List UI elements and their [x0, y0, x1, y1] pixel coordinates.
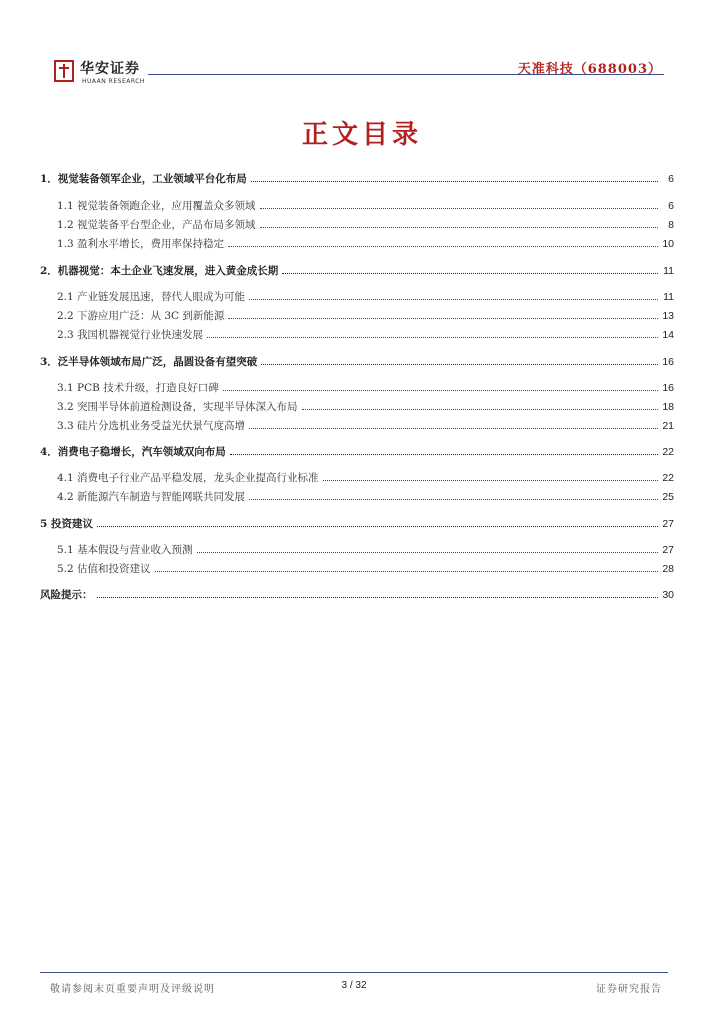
toc-page-number: 11: [663, 291, 674, 303]
toc-section-entry[interactable]: [57, 235, 674, 251]
toc-dot-leader: [260, 226, 658, 228]
toc-dot-leader: [155, 570, 658, 572]
toc-chapter-entry[interactable]: [40, 353, 674, 369]
toc-entry-label: 3.3 硅片分选机业务受益光伏景气度高增: [57, 420, 246, 432]
toc-entry-label: 2.2 下游应用广泛：从 3C 到新能源: [57, 310, 225, 322]
toc-section-entry[interactable]: [57, 326, 674, 342]
toc-heading: 正文目录: [301, 120, 422, 150]
toc-dot-leader: [249, 298, 658, 300]
toc-page-number: 13: [662, 310, 674, 322]
footer-label: 证券研究报告: [596, 984, 662, 995]
toc-dot-leader: [261, 363, 658, 365]
toc-chapter-entry[interactable]: [40, 443, 674, 459]
toc-entry-label: 1.2 视觉装备平台型企业，产品布局多领域: [57, 219, 256, 231]
toc-page-number: 11: [663, 265, 674, 277]
toc-dot-leader: [249, 498, 658, 500]
toc-page-number: 6: [668, 200, 674, 212]
toc-entry-label: 1．视觉装备领军企业，工业领域平台化布局: [40, 173, 247, 185]
toc-dot-leader: [207, 336, 658, 338]
toc-dot-leader: [223, 389, 658, 391]
toc-page-number: 25: [662, 491, 674, 503]
toc-page-number: 27: [662, 518, 674, 530]
toc-page-number: 18: [662, 401, 674, 413]
toc-dot-leader: [228, 317, 658, 319]
toc-section-entry[interactable]: [57, 288, 674, 304]
toc-section-entry[interactable]: [57, 307, 674, 323]
logo-chinese-name: 华安证券: [80, 61, 140, 77]
toc-entry-label: 2.3 我国机器视觉行业快速发展: [57, 329, 204, 341]
toc-section-entry[interactable]: [57, 216, 674, 232]
footer-divider: [40, 972, 668, 973]
toc-entry-label: 4．消费电子稳增长，汽车领域双向布局: [40, 446, 226, 458]
toc-entry-label: 1.1 视觉装备领跑企业，应用覆盖众多领域: [57, 200, 256, 212]
toc-page-number: 22: [662, 472, 674, 484]
toc-section-entry[interactable]: [57, 398, 674, 414]
toc-entry-label: 3.2 突围半导体前道检测设备，实现半导体深入布局: [57, 401, 298, 413]
toc-entry-label: 5.2 估值和投资建议: [57, 563, 151, 575]
toc-page-number: 30: [662, 589, 674, 601]
toc-entry-label: 1.3 盈利水平增长，费用率保持稳定: [57, 238, 225, 250]
toc-dot-leader: [282, 272, 658, 274]
toc-dot-leader: [197, 551, 658, 553]
huaan-logo-icon: [54, 60, 74, 82]
toc-entry-label: 4.1 消费电子行业产品平稳发展，龙头企业提高行业标准: [57, 472, 319, 484]
toc-section-entry[interactable]: [57, 560, 674, 576]
toc-section-entry[interactable]: [57, 417, 674, 433]
toc-entry-label: 3.1 PCB 技术升级，打造良好口碑: [57, 382, 219, 394]
toc-section-entry[interactable]: [57, 541, 674, 557]
toc-chapter-entry[interactable]: [40, 586, 674, 602]
toc-entry-label: 5 投资建议: [40, 518, 93, 530]
toc-dot-leader: [302, 408, 658, 410]
toc-section-entry[interactable]: [57, 379, 674, 395]
logo-english-name: HUAAN RESEARCH: [82, 78, 145, 85]
toc-entry-label: 2.1 产业链发展迅速，替代人眼成为可能: [57, 291, 246, 303]
toc-page-number: 10: [662, 238, 674, 250]
toc-dot-leader: [230, 453, 658, 455]
report-title: 天准科技（688003）: [517, 62, 662, 77]
toc-page-number: 8: [668, 219, 674, 231]
page-footer: [40, 970, 668, 1000]
toc-section-entry[interactable]: [57, 197, 674, 213]
page-header: [52, 56, 664, 96]
toc-page-number: 16: [662, 382, 674, 394]
toc-page-number: 16: [662, 356, 674, 368]
toc-chapter-entry[interactable]: [40, 170, 674, 186]
toc-page-number: 22: [662, 446, 674, 458]
toc-dot-leader: [97, 596, 659, 598]
toc-page-number: 6: [668, 173, 674, 185]
toc-dot-leader: [228, 245, 658, 247]
toc-entry-label: 2．机器视觉：本土企业飞速发展，进入黄金成长期: [40, 265, 279, 277]
toc-dot-leader: [97, 525, 658, 527]
toc-entry-label: 4.2 新能源汽车制造与智能网联共同发展: [57, 491, 246, 503]
toc-entry-label: 风险提示：: [40, 589, 93, 601]
toc-section-entry[interactable]: [57, 469, 674, 485]
toc-section-entry[interactable]: [57, 488, 674, 504]
toc-dot-leader: [323, 479, 658, 481]
page-indicator: 3 / 32: [341, 980, 367, 991]
toc-dot-leader: [251, 180, 658, 182]
toc-page-number: 21: [662, 420, 674, 432]
toc-entry-label: 5.1 基本假设与营业收入预测: [57, 544, 193, 556]
toc-page-number: 28: [662, 563, 674, 575]
toc-chapter-entry[interactable]: [40, 262, 674, 278]
toc-dot-leader: [249, 427, 658, 429]
toc-entry-label: 3．泛半导体领域布局广泛，晶圆设备有望突破: [40, 356, 258, 368]
toc-page-number: 14: [662, 329, 674, 341]
footer-disclaimer: 敬请参阅末页重要声明及评级说明: [50, 984, 215, 995]
toc-chapter-entry[interactable]: [40, 515, 674, 531]
toc-dot-leader: [260, 207, 658, 209]
toc-page-number: 27: [662, 544, 674, 556]
